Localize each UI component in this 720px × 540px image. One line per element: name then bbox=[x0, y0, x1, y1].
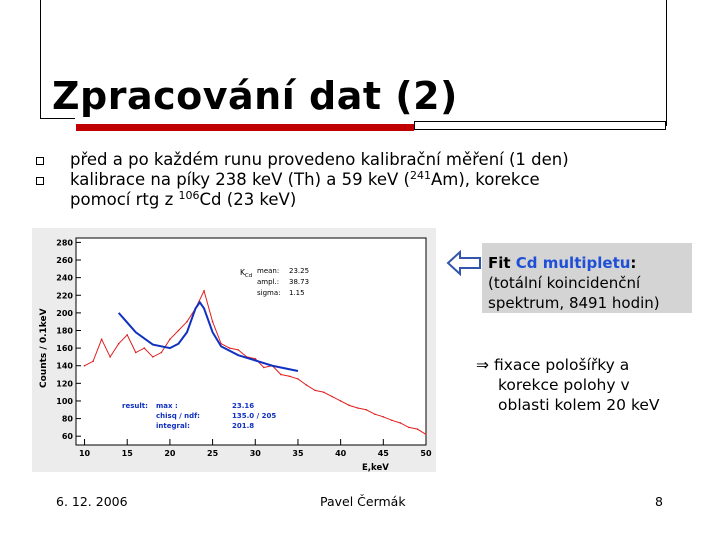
fit-line: (totální koincidenční bbox=[488, 274, 641, 292]
footer-author: Pavel Čermák bbox=[320, 494, 406, 509]
data-point-data bbox=[365, 409, 367, 411]
x-tick-label: 50 bbox=[420, 449, 432, 458]
fit-info-box bbox=[482, 243, 692, 313]
page-number: 8 bbox=[655, 494, 663, 509]
stats-value: 1.15 bbox=[289, 289, 305, 297]
data-point-data bbox=[314, 390, 316, 392]
frame-top-line bbox=[40, 118, 75, 119]
data-point-data bbox=[118, 343, 120, 345]
x-tick-label: 30 bbox=[249, 449, 261, 458]
y-tick-label: 60 bbox=[61, 432, 73, 442]
data-point-data bbox=[109, 356, 111, 358]
stats-name: sigma: bbox=[257, 289, 281, 297]
chart-svg bbox=[32, 228, 436, 472]
footer-date: 6. 12. 2006 bbox=[56, 494, 128, 509]
data-point-data bbox=[161, 352, 163, 354]
data-point-data bbox=[101, 338, 103, 340]
y-tick-label: 180 bbox=[56, 326, 73, 336]
bullet-text: Cd (23 keV) bbox=[199, 190, 297, 209]
superscript: 241 bbox=[409, 169, 431, 182]
data-point-data bbox=[306, 384, 308, 386]
square-bullet-icon bbox=[36, 157, 44, 165]
data-point-data bbox=[391, 420, 393, 422]
square-bullet-icon bbox=[36, 177, 44, 185]
bullet-item bbox=[36, 170, 676, 210]
stats-value: 23.16 bbox=[232, 402, 255, 410]
stats-name: ampl.: bbox=[257, 278, 280, 286]
y-tick-label: 100 bbox=[56, 396, 73, 406]
x-tick-label: 35 bbox=[292, 449, 304, 458]
data-point-data bbox=[212, 321, 214, 323]
data-point-data bbox=[348, 405, 350, 407]
y-tick-label: 220 bbox=[56, 291, 73, 301]
x-tick-label: 15 bbox=[121, 449, 133, 458]
x-tick-label: 10 bbox=[78, 449, 91, 458]
y-tick-label: 80 bbox=[61, 414, 73, 424]
bullet-item bbox=[36, 150, 676, 170]
stats-name: chisq / ndf: bbox=[156, 412, 200, 420]
fix-note bbox=[476, 355, 660, 415]
x-tick-label: 25 bbox=[207, 449, 219, 458]
fit-heading-suffix: : bbox=[630, 254, 637, 272]
fit-heading-highlight: Cd multipletu bbox=[515, 254, 631, 272]
y-tick-label: 160 bbox=[56, 344, 73, 354]
y-tick-label: 120 bbox=[56, 379, 73, 389]
fit-heading bbox=[488, 253, 686, 273]
slide-title: Zpracování dat (2) bbox=[52, 74, 458, 118]
fix-line: korekce polohy v bbox=[498, 376, 630, 394]
y-tick-label: 280 bbox=[56, 238, 73, 248]
bullet-text: kalibrace na píky 238 keV (Th) a 59 keV ( bbox=[70, 170, 410, 189]
data-point-data bbox=[289, 375, 291, 377]
stats-value: 135.0 / 205 bbox=[232, 412, 277, 420]
stats-value: 201.8 bbox=[232, 422, 255, 430]
x-axis-label: E,keV bbox=[362, 463, 389, 472]
data-point-data bbox=[425, 434, 427, 436]
bullet-text: pomocí rtg z bbox=[70, 190, 179, 209]
data-point-data bbox=[340, 400, 342, 402]
frame-left-line bbox=[40, 0, 41, 119]
fix-line: fixace pološířky a bbox=[493, 356, 630, 374]
x-tick-label: 45 bbox=[377, 449, 389, 458]
stats-value: 38.73 bbox=[289, 278, 310, 286]
data-point-data bbox=[169, 338, 171, 340]
stats-value: 23.25 bbox=[289, 267, 310, 275]
stats-result-label: result: bbox=[122, 402, 148, 410]
data-point-data bbox=[237, 349, 239, 351]
data-point-data bbox=[135, 352, 137, 354]
y-axis-label: Counts / 0.1keV bbox=[39, 308, 49, 388]
superscript: 106 bbox=[178, 189, 200, 202]
y-tick-label: 200 bbox=[56, 308, 73, 318]
stats-name: mean: bbox=[257, 267, 280, 275]
spectrum-chart bbox=[32, 228, 436, 472]
data-point-data bbox=[203, 290, 205, 292]
stats-name: integral: bbox=[156, 422, 190, 430]
bullet-text: Am), korekce bbox=[430, 170, 540, 189]
x-tick-label: 40 bbox=[335, 449, 347, 458]
data-point-data bbox=[263, 367, 265, 369]
y-tick-label: 240 bbox=[56, 273, 73, 283]
data-point-data bbox=[186, 321, 188, 323]
fit-heading-prefix: Fit bbox=[488, 254, 516, 272]
data-point-data bbox=[331, 396, 333, 398]
title-underline-box bbox=[414, 121, 666, 130]
y-tick-label: 260 bbox=[56, 256, 73, 266]
data-point-data bbox=[178, 330, 180, 332]
data-point-data bbox=[323, 391, 325, 393]
data-point-data bbox=[357, 407, 359, 409]
stats-name: max : bbox=[156, 402, 178, 410]
y-tick-label: 140 bbox=[56, 361, 73, 371]
x-tick-label: 20 bbox=[164, 449, 176, 458]
bullet-list bbox=[36, 150, 676, 210]
fix-line: oblasti kolem 20 keV bbox=[498, 396, 660, 414]
data-point-data bbox=[280, 374, 282, 376]
data-point-data bbox=[383, 416, 385, 418]
fit-line: spektrum, 8491 hodin) bbox=[488, 294, 660, 312]
bullet-text: před a po každém runu provedeno kalibrační měření (1 den) bbox=[70, 150, 569, 169]
data-point-data bbox=[417, 428, 419, 430]
title-underline-bar bbox=[76, 124, 414, 131]
data-point-data bbox=[374, 413, 376, 415]
stats-label: $K_{Cd}$ bbox=[240, 268, 253, 279]
data-point-data bbox=[400, 422, 402, 424]
data-point-data bbox=[229, 347, 231, 349]
data-point-data bbox=[126, 334, 128, 336]
data-point-data bbox=[92, 361, 94, 363]
data-point-data bbox=[408, 427, 410, 429]
data-point-data bbox=[84, 365, 86, 367]
left-arrow-icon bbox=[446, 250, 482, 276]
data-point-data bbox=[297, 378, 299, 380]
implies-arrow-icon: ⇒ bbox=[476, 356, 489, 374]
frame-right-line bbox=[666, 0, 667, 126]
data-point-data bbox=[143, 347, 145, 349]
data-point-data bbox=[152, 356, 154, 358]
